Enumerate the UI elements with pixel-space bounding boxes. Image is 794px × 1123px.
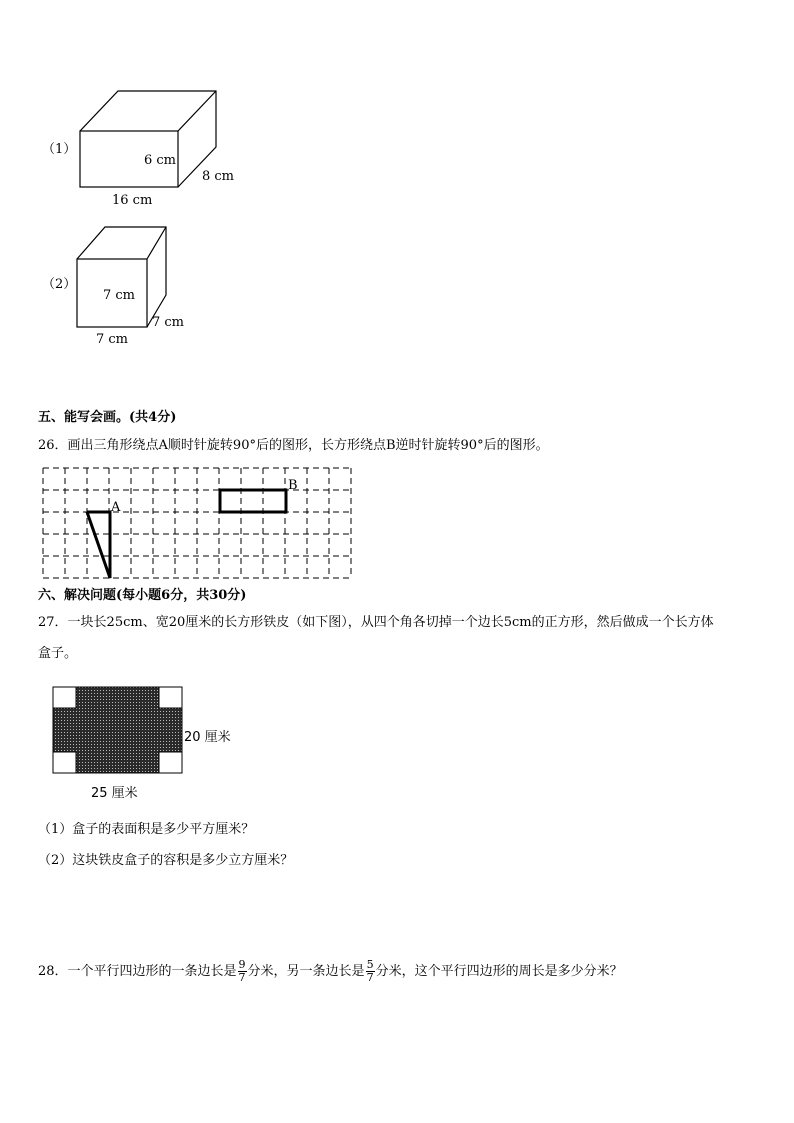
cube2-depth-label: 7 cm [152,315,185,330]
point-a-label: A [111,500,121,515]
question28 [38,957,623,987]
question28-suffix: 分米，这个平行四边形的周长是多少分米？ [375,964,623,979]
question26-text: 26．画出三角形绕点A顺时针旋转90°后的图形，长方形绕点B逆时针旋转90°后的图形。 [38,438,549,453]
cuboid1-height-label: 6 cm [144,153,177,168]
cube2-top-side-edges [77,227,166,327]
cube2-edge [147,227,166,259]
question27-sub2: （2）这块铁皮盒子的容积是多少立方厘米？ [38,853,294,868]
section5-heading: 五、能写会画。(共4分) [38,410,177,425]
question27-sub1: （1）盒子的表面积是多少平方厘米？ [38,822,255,837]
triangle-shape [87,512,110,578]
question27-line1: 27．一块长25cm、宽20厘米的长方形铁皮（如下图），从四个角各切掉一个边长5cm的正方形，然后做成一个长方体 [38,615,714,630]
cuboid1-edge [178,91,216,131]
sheet-length-label: 25 厘米 [91,786,138,801]
sheet-width-label: 20 厘米 [184,730,231,745]
corner-square-bottom-left [53,752,76,773]
fraction-9-7: $\frac{9}{7}$ [238,958,246,984]
section6-heading: 六、解决问题(每小题6分，共30分) [38,588,247,603]
question28-mid: 分米，另一条边长是 [247,964,365,979]
rotation-grid [0,460,794,585]
cube2-height-label: 7 cm [103,288,136,303]
cube2-length-label: 7 cm [96,332,129,347]
question28-prefix: 28．一个平行四边形的一条边长是 [38,964,237,979]
corner-square-top-left [53,687,76,708]
point-b-label: B [288,478,298,493]
corner-square-bottom-right [159,752,182,773]
figure1-label: （1） [42,142,77,157]
cuboid1-depth-label: 8 cm [202,169,235,184]
cuboid-figure-1 [0,0,794,360]
rectangle-shape [220,490,286,512]
fraction-5-7: $\frac{5}{7}$ [366,958,374,984]
corner-square-top-right [159,687,182,708]
figure2-label: （2） [42,277,77,292]
question27-line2: 盒子。 [38,646,78,661]
cuboid1-top-side-edges [80,91,216,187]
cuboid1-length-label: 16 cm [112,193,153,208]
